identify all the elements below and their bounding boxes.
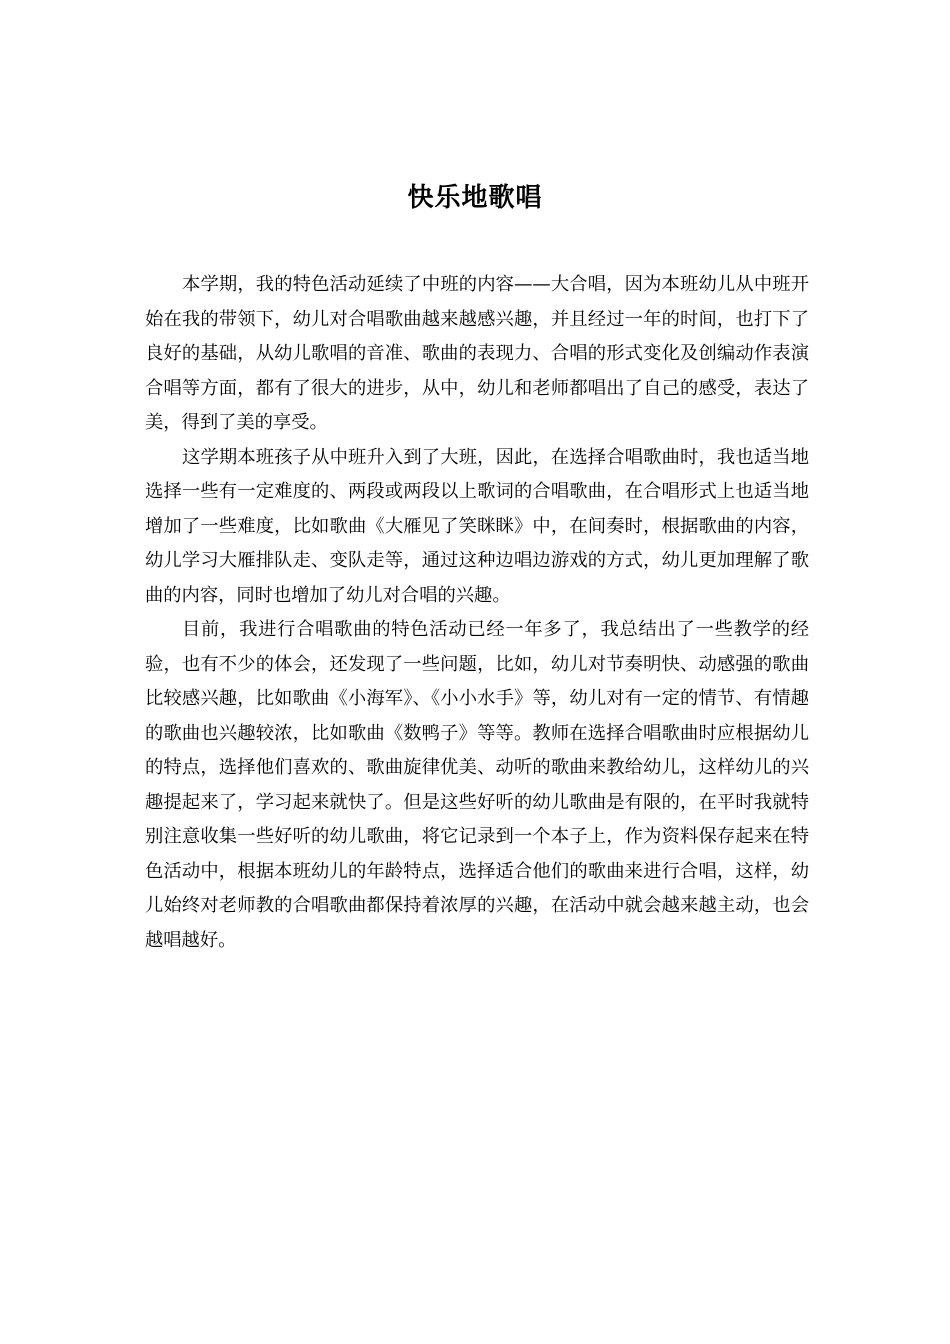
paragraph-3: 目前，我进行合唱歌曲的特色活动已经一年多了，我总结出了一些教学的经验，也有不少的体会，还发现了一些问题，比如，幼儿对节奏明快、动感强的歌曲比较感兴趣，比如歌曲《小海军》、《小小水手》等，幼儿对有一定的情节、有情趣的歌曲也兴趣较浓，比如歌曲《数鸭子》等等。教师在选择合唱歌曲时应根据幼儿的特点，选择他们喜欢的、歌曲旋律优美、动听的歌曲来教给幼儿，这样幼儿的兴趣提起来了，学习起来就快了。但是这些好听的幼儿歌曲是有限的，在平时我就特别注意收集一些好听的幼儿歌曲，将它记录到一个本子上，作为资料保存起来在特色活动中，根据本班幼儿的年龄特点，选择适合他们的歌曲来进行合唱，这样，幼儿始终对老师教的合唱歌曲都保持着浓厚的兴趣，在活动中就会越来越主动，也会越唱越好。 xyxy=(145,619,809,951)
document-body xyxy=(145,268,809,958)
paragraph-2: 这学期本班孩子从中班升入到了大班，因此，在选择合唱歌曲时，我也适当地选择一些有一定难度的、两段或两段以上歌词的合唱歌曲，在合唱形式上也适当地增加了一些难度，比如歌曲《大雁见了笑眯眯》中，在间奏时，根据歌曲的内容，幼儿学习大雁排队走、变队走等，通过这种边唱边游戏的方式，幼儿更加理解了歌曲的内容，同时也增加了幼儿对合唱的兴趣。 xyxy=(145,446,809,606)
paragraph-1: 本学期，我的特色活动延续了中班的内容——大合唱，因为本班幼儿从中班开始在我的带领下，幼儿对合唱歌曲越来越感兴趣，并且经过一年的时间，也打下了良好的基础，从幼儿歌唱的音准、歌曲的表现力、合唱的形式变化及创编动作表演合唱等方面，都有了很大的进步，从中，幼儿和老师都唱出了自己的感受，表达了美，得到了美的享受。 xyxy=(145,274,809,433)
page-title: 快乐地歌唱 xyxy=(407,183,543,213)
